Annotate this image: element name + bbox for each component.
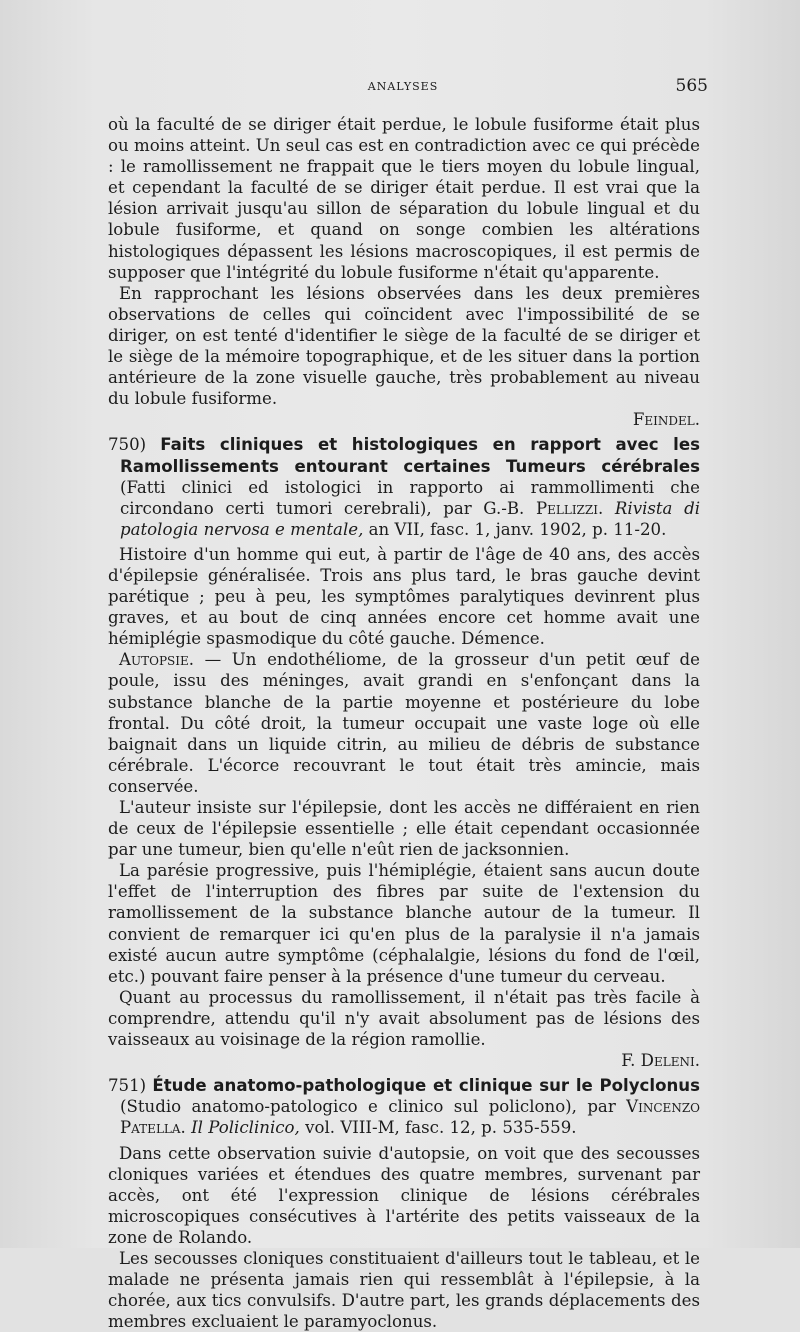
autopsy-text: — Un endothéliome, de la grosseur d'un petit œuf de poule, issu des méninges, avait grandi en s'enfonçant dans la substance blanche de la partie moyenne et postérieure du lobe frontal. Du côté droit, la tumeur occupait une vaste loge où elle baignait dans un liquide citrin, au milieu de débris de substance cérébrale. L'écorce recouvrant le tout était très amincie, mais conservée.: [108, 650, 700, 796]
entry-750-author: Pellizzi.: [535, 498, 604, 518]
entry-750-journal: Rivista di patologia nervosa e mentale,: [120, 498, 701, 539]
entry-750-signature: F. Deleni.: [621, 1051, 700, 1071]
page-number: 565: [675, 76, 708, 96]
intro-paragraph-2: En rapprochant les lésions observées dans les deux premières observations de celles qui coïncident avec l'impossibilité de se diriger, on est tenté d'identifier le siège de la faculté de se diriger et le siège de la mémoire topographique, et de les situer dans la portion antérieure de la zone visuelle gauche, très probablement au niveau du lobule fusiforme.: [108, 283, 700, 409]
entry-750-paragraph-1: Histoire d'un homme qui eut, à partir de l'âge de 40 ans, des accès d'épilepsie généralisée. Trois ans plus tard, le bras gauche devint parétique ; peu à peu, les symptômes paralytiques devinrent plus graves, et au bout de cinq années encore cet homme avait une hémiplégie spasmodique du côté gauche. Démence.: [108, 544, 700, 649]
entry-750-details: an VII, fasc. 1, janv. 1902, p. 11-20.: [368, 519, 667, 539]
entry-751-journal: Il Policlinico,: [191, 1118, 300, 1138]
autopsy-label: Autopsie.: [119, 650, 195, 670]
entry-751-ref: (Studio anatomo-patologico e clinico sul policlono), par: [120, 1097, 616, 1117]
entry-750-number: 750): [108, 435, 147, 455]
entry-750-title: Faits cliniques et histologiques en rapport avec les Ramollissements entourant certaines Tumeurs cérébrales: [120, 435, 700, 476]
entry-751-number: 751): [108, 1076, 147, 1096]
page-body: [108, 114, 700, 1332]
entry-751-title: Étude anatomo-pathologique et clinique sur le Polyclonus: [152, 1076, 700, 1096]
entry-750-ref: (Fatti clinici ed istologici in rapporto ai rammollimenti che circondano certi tumori cerebrali), par G.-B.: [120, 477, 700, 518]
entry-750-paragraph-3: L'auteur insiste sur l'épilepsie, dont les accès ne différaient en rien de ceux de l'épilepsie essentielle ; elle était cependant occasionnée par une tumeur, bien qu'elle n'eût rien de jacksonnien.: [108, 798, 700, 860]
entry-751-details: vol. VIII-M, fasc. 12, p. 535-559.: [305, 1118, 577, 1138]
entry-751-author: Vincenzo Patella.: [120, 1097, 700, 1138]
entry-750-signature-line: [108, 1050, 700, 1071]
intro-paragraph-1: où la faculté de se diriger était perdue, le lobule fusiforme était plus ou moins atteint. Un seul cas est en contradiction avec ce qui précède : le ramollissement ne frappait que le tiers moyen du lobule lingual, et cependant la faculté de se diriger était perdue. Il est vrai que la lésion arrivait jusqu'au sillon de séparation du lobule lingual et du lobule fusiforme, et quand on songe combien les altérations histologiques dépassent les lésions macroscopiques, il est permis de supposer que l'intégrité du lobule fusiforme n'était qu'apparente.: [108, 115, 700, 282]
entry-751-heading: [108, 1075, 700, 1138]
entry-751-paragraph-2: Les secousses cloniques constituaient d'ailleurs tout le tableau, et le malade ne présenta jamais rien qui ressemblât à l'épilepsie, à la chorée, aux tics convulsifs. D'autre part, les grands déplacements des membres excluaient le paramyoclonus.: [108, 1248, 700, 1332]
entry-750-paragraph-5: Quant au processus du ramollissement, il n'était pas très facile à comprendre, attendu qu'il n'y avait absolument pas de lésions des vaisseaux au voisinage de la région ramollie.: [108, 987, 700, 1050]
running-head-title: ANALYSES: [367, 80, 439, 93]
intro-author: [108, 409, 700, 430]
intro-author-name: Feindel.: [632, 410, 700, 430]
entry-750-paragraph-4: La parésie progressive, puis l'hémiplégie, étaient sans aucun doute l'effet de l'interruption des fibres par suite de l'extension du ramollissement de la substance blanche autour de la tumeur. Il convient de remarquer ici qu'en plus de la paralysie il n'a jamais existé aucun autre symptôme (céphalalgie, lésions du fond de l'œil, etc.) pouvant faire penser à la présence d'une tumeur du cerveau.: [108, 861, 700, 986]
entry-750-autopsy: [108, 649, 700, 797]
entry-751-paragraph-1: Dans cette observation suivie d'autopsie, on voit que des secousses cloniques variées et étendues des quatre membres, survenant par accès, ont été l'expression clinique de lésions cérébrales microscopiques consécutives à l'artérite des petits vaisseaux de la zone de Rolando.: [108, 1143, 700, 1247]
entry-750-heading: [108, 434, 700, 539]
running-head: [98, 76, 708, 100]
